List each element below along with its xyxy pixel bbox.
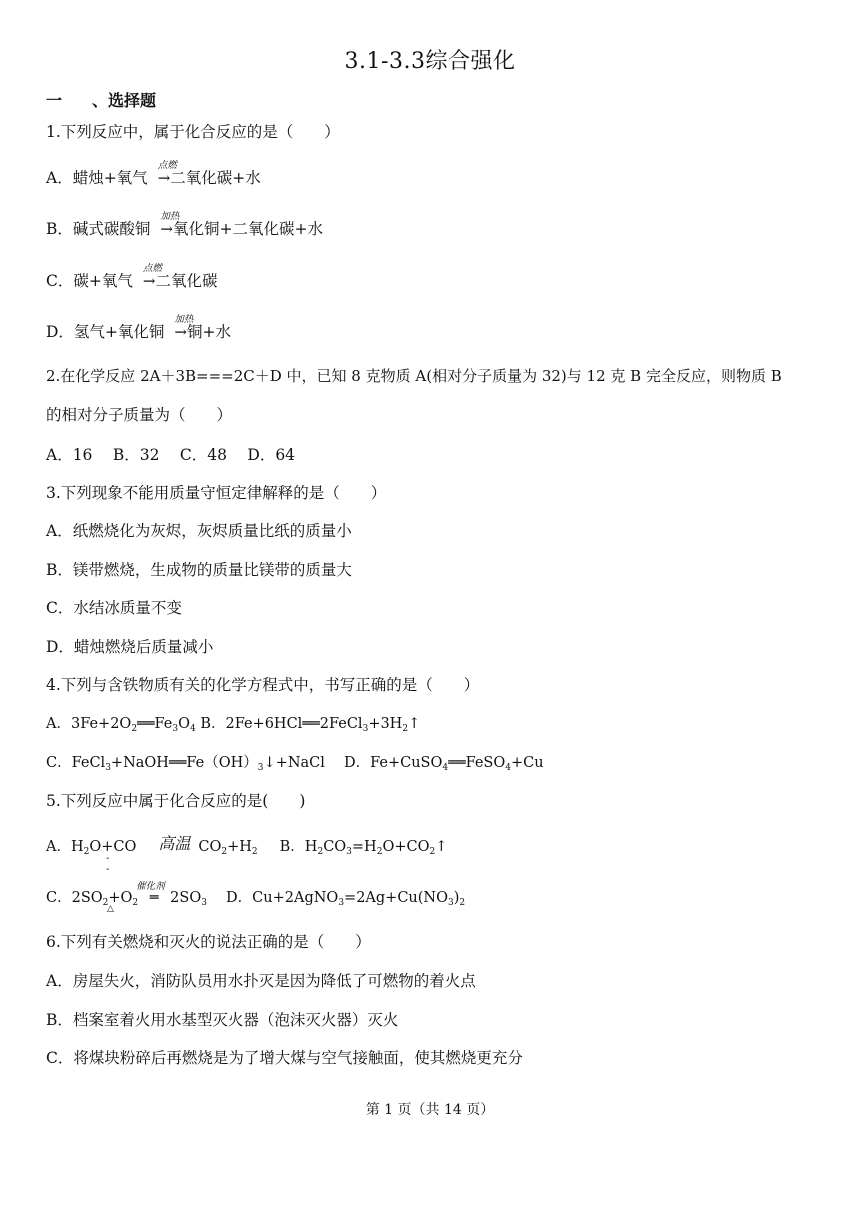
equals-mark: - - [106,853,110,875]
reaction-condition: 加热 → [174,314,194,341]
q1-option-c: C．碳+氧气 点燃 →二氧化碳 [46,263,218,290]
q5-stem: 5.下列反应中属于化合反应的是( ) [46,792,306,810]
q6-option-a: A．房屋失火，消防队员用水扑灭是因为降低了可燃物的着火点 [46,972,476,990]
arrow-icon: → [160,220,173,238]
q3-stem: 3.下列现象不能用质量守恒定律解释的是（ ） [46,484,387,502]
arrow-icon: → [142,272,156,290]
q6-option-b: B．档案室着火用水基型灭火器（泡沫灭火器）灭火 [46,1011,399,1029]
q5-options-cd: C．$2SO_2+O_2$ 催化剂 ═ $2SO_3$ D．$Cu+2AgNO_3=2Ag+Cu(NO_3)_2$ [46,881,466,908]
section-heading [46,88,156,111]
section-label: 、选择题 [92,91,157,110]
q1-option-b: B．碱式碳酸铜 加热 →氧化铜+二氧化碳+水 [46,211,323,238]
reaction-condition: 催化剂 ═ [136,881,165,906]
q5-options-ab: A．$H_2O+CO$ 高温 $CO_2+H_2$ B．$H_2CO_3=H_2O+CO_2↑$ [46,834,448,857]
q3-option-c: C．水结冰质量不变 [46,599,182,617]
reaction-condition: 点燃 → [157,160,177,187]
section-number: 一 [46,91,63,110]
q3-option-a: A．纸燃烧化为灰烬，灰烬质量比纸的质量小 [46,522,352,540]
reaction-condition: 加热 → [160,211,180,238]
q1-option-d: D．氢气+氧化铜 加热 →铜+水 [46,314,231,341]
reaction-condition: 点燃 → [142,263,162,290]
page-footer: 第 1 页（共 14 页） [365,1102,495,1118]
q6-stem: 6.下列有关燃烧和灭火的说法正确的是（ ） [46,933,371,951]
q4-options-cd: C．$FeCl_3+NaOH══Fe(OH)_3↓+NaCl$ D．Fe+CuSO$_4$══FeSO$_4$+Cu [46,755,544,773]
q2-options: A．16 B．32 C．48 D．64 [46,446,296,464]
q2-stem-line1: 2.在化学反应 2A＋3B===2C＋D 中，已知 8 克物质 A(相对分子质量为 32)与 12 克 B 完全反应，则物质 B [46,367,782,385]
arrow-icon: → [157,169,171,187]
page-title: 3.1-3.3综合强化 [344,49,516,74]
q4-stem: 4.下列与含铁物质有关的化学方程式中，书写正确的是（ ） [46,676,480,694]
heat-symbol: △ [107,904,114,914]
q2-stem-line2: 的相对分子质量为（ ） [46,406,233,424]
q3-option-d: D．蜡烛燃烧后质量减小 [46,638,214,656]
q4-options-ab: A．$3Fe+2O_2══Fe_3O_4$ B．$2Fe+6HCl══2FeCl_3+3H_2↑$ [46,716,421,734]
q6-option-c: C．将煤块粉碎后再燃烧是为了增大煤与空气接触面，使其燃烧更充分 [46,1049,523,1067]
q1-stem: 1.下列反应中，属于化合反应的是（ ） [46,123,340,141]
q3-option-b: B．镁带燃烧，生成物的质量比镁带的质量大 [46,561,352,579]
q1-option-a: A．蜡烛+氧气 点燃 →二氧化碳+水 [46,160,261,187]
arrow-icon: → [174,323,187,341]
